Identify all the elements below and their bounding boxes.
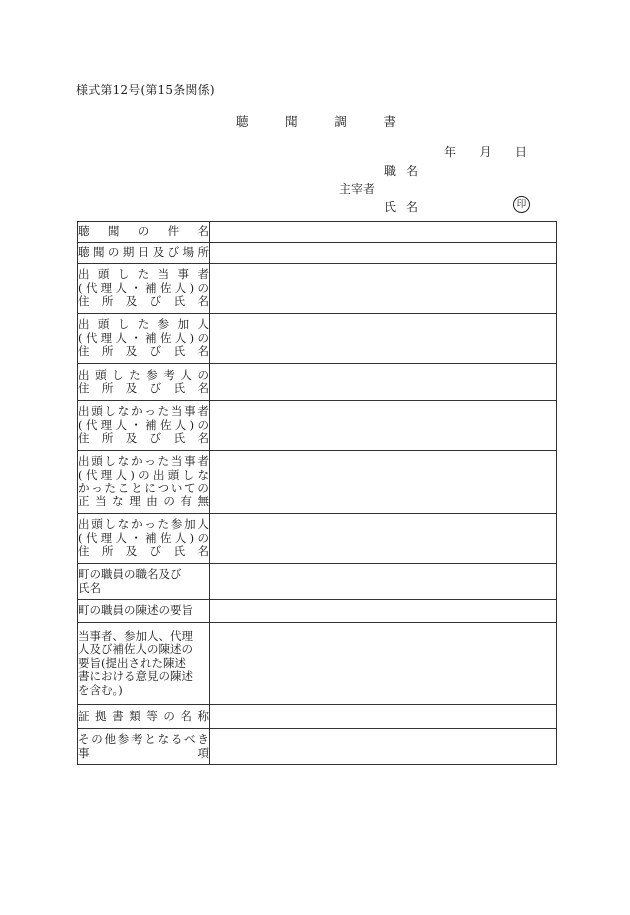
row-value-field[interactable] [210,623,557,705]
row-label-line: 住 所 及 び 氏 名 [78,431,209,446]
row-label-line: 町の職員の陳述の要旨 [78,603,193,618]
row-label-line: 住 所 及 び 氏 名 [78,544,209,559]
row-value-field[interactable] [210,222,557,243]
row-label [78,705,210,729]
row-label [78,451,210,514]
table-row [78,600,557,623]
row-label [78,264,210,314]
row-label-line: 出 頭 し な か っ た 当 事 者 [78,454,209,469]
row-label-line: 当事者、参加人、代理 [78,628,193,643]
row-value-field[interactable] [210,401,557,451]
table-row [78,451,557,514]
seal-mark: 印 [513,196,530,213]
row-value-field[interactable] [210,364,557,401]
row-label-line: 住 所 及 び 氏 名 [78,381,209,395]
row-label-line: 要旨(提出された陳述 [78,655,186,670]
row-label [78,600,210,623]
title-char: 聞 [285,114,298,129]
row-label-line: ( 代 理 人 ) の 出 頭 し な [78,467,209,482]
hearing-record-table [77,221,557,765]
table-row [78,705,557,729]
row-label [78,514,210,564]
row-label-line: 聴 聞 の 件 名 [78,224,209,239]
row-label-line: 住 所 及 び 氏 名 [78,344,209,359]
row-label-line: 聴 聞 の 期 日 及 び 場 所 [78,245,209,260]
row-value-field[interactable] [210,514,557,564]
row-value-field[interactable] [210,729,557,765]
table-row [78,729,557,765]
row-label-line: を含む。) [78,682,123,697]
table-row [78,243,557,264]
row-label-line: 事 項 [78,745,209,760]
table-row [78,222,557,243]
row-label [78,401,210,451]
row-label-line: ( 代 理 人 ・ 補 佐 人 ) の [78,417,209,432]
row-label-line: 証 拠 書 類 等 の 名 称 [78,708,209,723]
table-row [78,401,557,451]
title-char: 調 [334,114,347,129]
row-value-field[interactable] [210,243,557,264]
row-label-line: 町の職員の職名及び [78,567,182,582]
row-label-line: 住 所 及 び 氏 名 [78,294,209,309]
row-label-line: 正 当 な 理 由 の 有 無 [78,494,209,509]
row-value-field[interactable] [210,451,557,514]
date-day: 日 [514,145,527,159]
title-char: 聴 [236,114,249,129]
row-label [78,729,210,765]
row-label-line: ( 代 理 人 ・ 補 佐 人 ) の [78,530,209,545]
row-value-field[interactable] [210,314,557,364]
row-value-field[interactable] [210,564,557,600]
date-line [444,143,527,160]
form-number: 様式第12号(第15条関係) [76,83,215,97]
row-label-line: か っ た こ と に つ い て の [78,481,209,495]
row-label [78,623,210,705]
row-label [78,222,210,243]
table-row [78,264,557,314]
row-label-line: 出 頭 し な か っ た 当 事 者 [78,404,209,419]
row-label-line: 出 頭 し た 参 考 人 の [78,367,209,382]
row-label-line: ( 代 理 人 ・ 補 佐 人 ) の [78,330,209,345]
row-value-field[interactable] [210,264,557,314]
row-label-line: 出 頭 し な か っ た 参 加 人 [78,517,209,532]
row-label-line: そ の 他 参 考 と な る べ き [78,732,209,747]
row-label-line: ( 代 理 人 ・ 補 佐 人 ) の [78,280,209,295]
position-label: 職 名 [384,164,418,178]
presider-label: 主宰者 [339,182,376,196]
table-row [78,514,557,564]
date-year: 年 [444,145,457,159]
table-row [78,314,557,364]
row-label [78,243,210,264]
row-value-field[interactable] [210,705,557,729]
row-label-line: 氏名 [78,580,101,595]
table-row [78,623,557,705]
table-row [78,564,557,600]
row-label-line: 出 頭 し た 当 事 者 [78,267,209,282]
table-row [78,364,557,401]
row-label-line: 人及び補佐人の陳述の [78,642,193,657]
row-label [78,364,210,401]
date-month: 月 [479,145,492,159]
row-label [78,564,210,600]
row-label-line: 出 頭 し た 参 加 人 [78,317,209,332]
name-label: 氏 名 [384,200,418,214]
document-title [236,112,396,130]
row-value-field[interactable] [210,600,557,623]
title-char: 書 [383,114,396,129]
row-label [78,314,210,364]
row-label-line: 書における意見の陳述 [78,669,193,684]
